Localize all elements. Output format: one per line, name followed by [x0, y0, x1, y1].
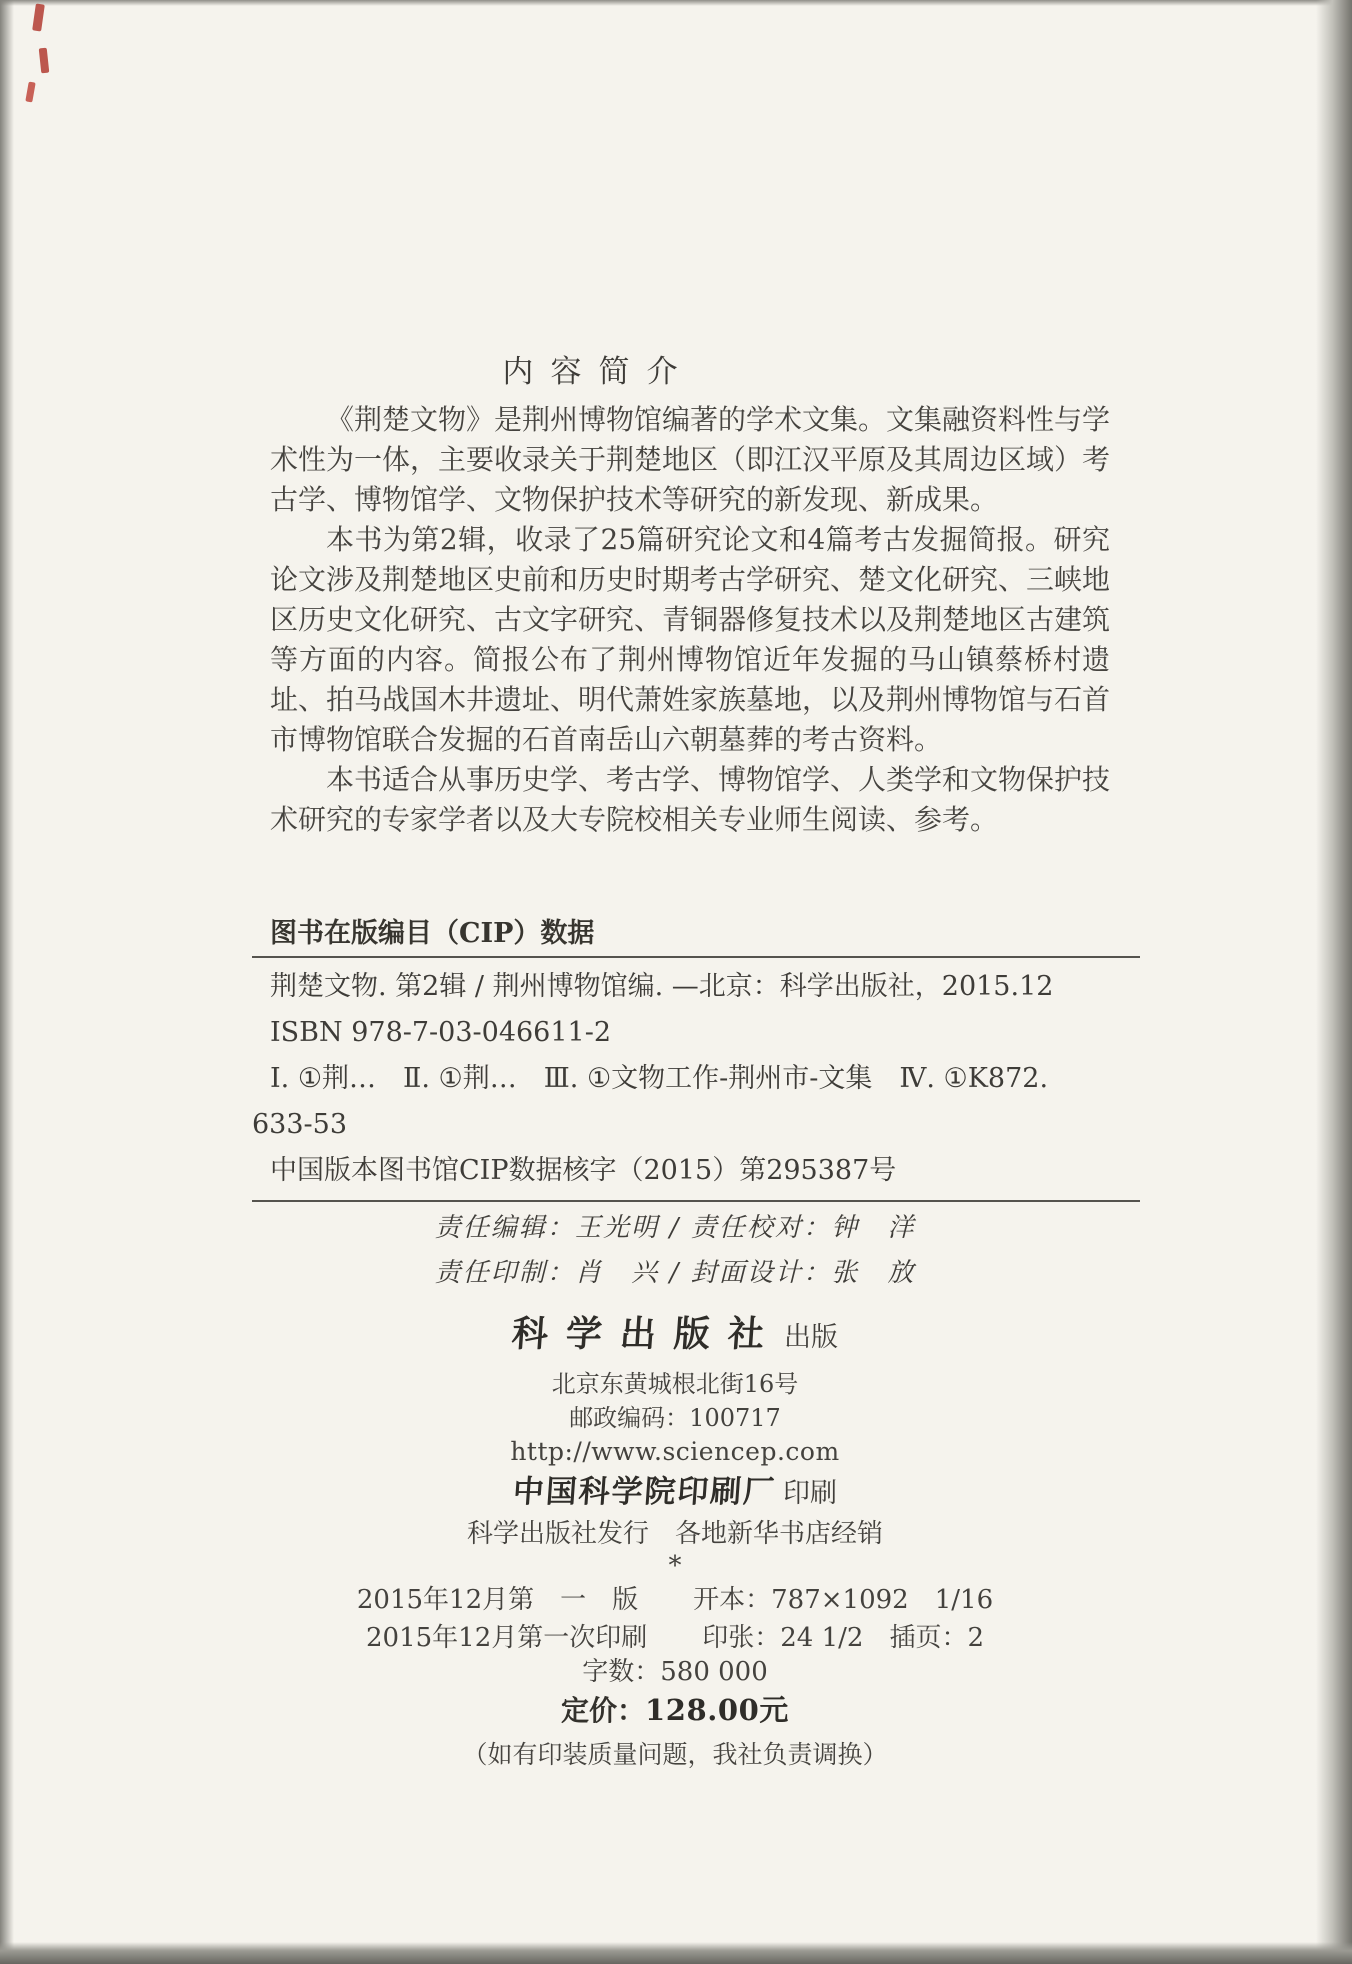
scan-edge-right	[1316, 0, 1352, 1964]
intro-paragraph-3: 本书适合从事历史学、考古学、博物馆学、人类学和文物保护技术研究的专家学者以及大专院校相关专业师生阅读、参考。	[270, 763, 1111, 836]
publisher-address: 北京东黄城根北街16号	[551, 1370, 799, 1398]
cip-isbn-line: ISBN 978-7-03-046611-2	[270, 1017, 612, 1048]
book-format: 开本：787×1092 1/16	[693, 1585, 994, 1615]
website-url: http://www.sciencep.com	[510, 1437, 840, 1466]
credits-editors-line: 责任编辑：王光明 / 责任校对：钟 洋	[434, 1213, 916, 1243]
quality-notice: （如有印装质量问题，我社负责调换）	[462, 1740, 888, 1769]
page-title: 内容简介	[502, 354, 695, 390]
cip-rule-top	[252, 956, 1140, 958]
word-count-line: 字数：580 000	[582, 1657, 768, 1687]
printer-line	[255, 1470, 1095, 1519]
distribution-line: 科学出版社发行 各地新华书店经销	[466, 1519, 883, 1549]
cip-rule-bottom	[252, 1200, 1140, 1202]
printer-logo: 中国科学院印刷厂	[511, 1474, 778, 1510]
postal-code: 邮政编码：100717	[569, 1404, 781, 1432]
cip-header: 图书在版编目（CIP）数据	[270, 918, 595, 949]
separator-asterisk: *	[668, 1551, 682, 1581]
cip-block	[252, 916, 1140, 1202]
price-value: 128.00元	[644, 1693, 790, 1727]
publisher-imprint-label: 出版	[784, 1322, 838, 1353]
credits-print-design-line: 责任印制：肖 兴 / 封面设计：张 放	[434, 1258, 916, 1288]
printing-date: 2015年12月第一次印刷	[365, 1623, 648, 1653]
scan-red-mark	[32, 4, 45, 32]
cip-classification-continued: 633-53	[252, 1109, 348, 1140]
price-line	[255, 1690, 1095, 1735]
cip-classification-line: Ⅰ. ①荆… Ⅱ. ①荆… Ⅲ. ①文物工作-荆州市-文集 Ⅳ. ①K872.	[270, 1063, 1049, 1094]
content-summary	[270, 400, 1110, 840]
edition-date: 2015年12月第 一 版	[356, 1585, 639, 1615]
price-label: 定价：	[560, 1694, 645, 1727]
scan-edge-top	[0, 0, 1352, 6]
cip-registration-line: 中国版本图书馆CIP数据核字（2015）第295387号	[270, 1155, 897, 1186]
sheets-inserts: 印张：24 1/2 插页：2	[702, 1623, 984, 1653]
cip-lines	[252, 964, 1140, 1194]
scan-edge-left	[0, 0, 14, 1964]
printing-line	[255, 1620, 1095, 1656]
publisher-logo: 科学出版社	[510, 1313, 784, 1355]
staff-credits	[255, 1206, 1095, 1296]
scan-edge-bottom	[0, 1942, 1352, 1964]
cip-bibliographic-line: 荆楚文物. 第2辑 / 荆州博物馆编. —北京：科学出版社，2015.12	[270, 971, 1054, 1002]
scan-red-mark	[39, 48, 50, 74]
printer-label: 印刷	[782, 1478, 837, 1509]
scan-red-mark	[25, 82, 35, 103]
intro-paragraph-2: 本书为第2辑，收录了25篇研究论文和4篇考古发掘简报。研究论文涉及荆楚地区史前和历史时期考古学研究、楚文化研究、三峡地区历史文化研究、古文字研究、青铜器修复技术以及荆楚地区古建筑等方面的内容。简报公布了荆州博物馆近年发掘的马山镇蔡桥村遗址、拍马战国木井遗址、明代萧姓家族墓地，以及荆州博物馆与石首市博物馆联合发掘的石首南岳山六朝墓葬的考古资料。	[270, 523, 1111, 756]
publisher-logo-line	[255, 1312, 1095, 1363]
edition-line	[255, 1582, 1095, 1618]
intro-paragraph-1: 《荆楚文物》是荆州博物馆编著的学术文集。文集融资料性与学术性为一体，主要收录关于荆楚地区（即江汉平原及其周边区域）考古学、博物馆学、文物保护技术等研究的新发现、新成果。	[270, 403, 1111, 516]
